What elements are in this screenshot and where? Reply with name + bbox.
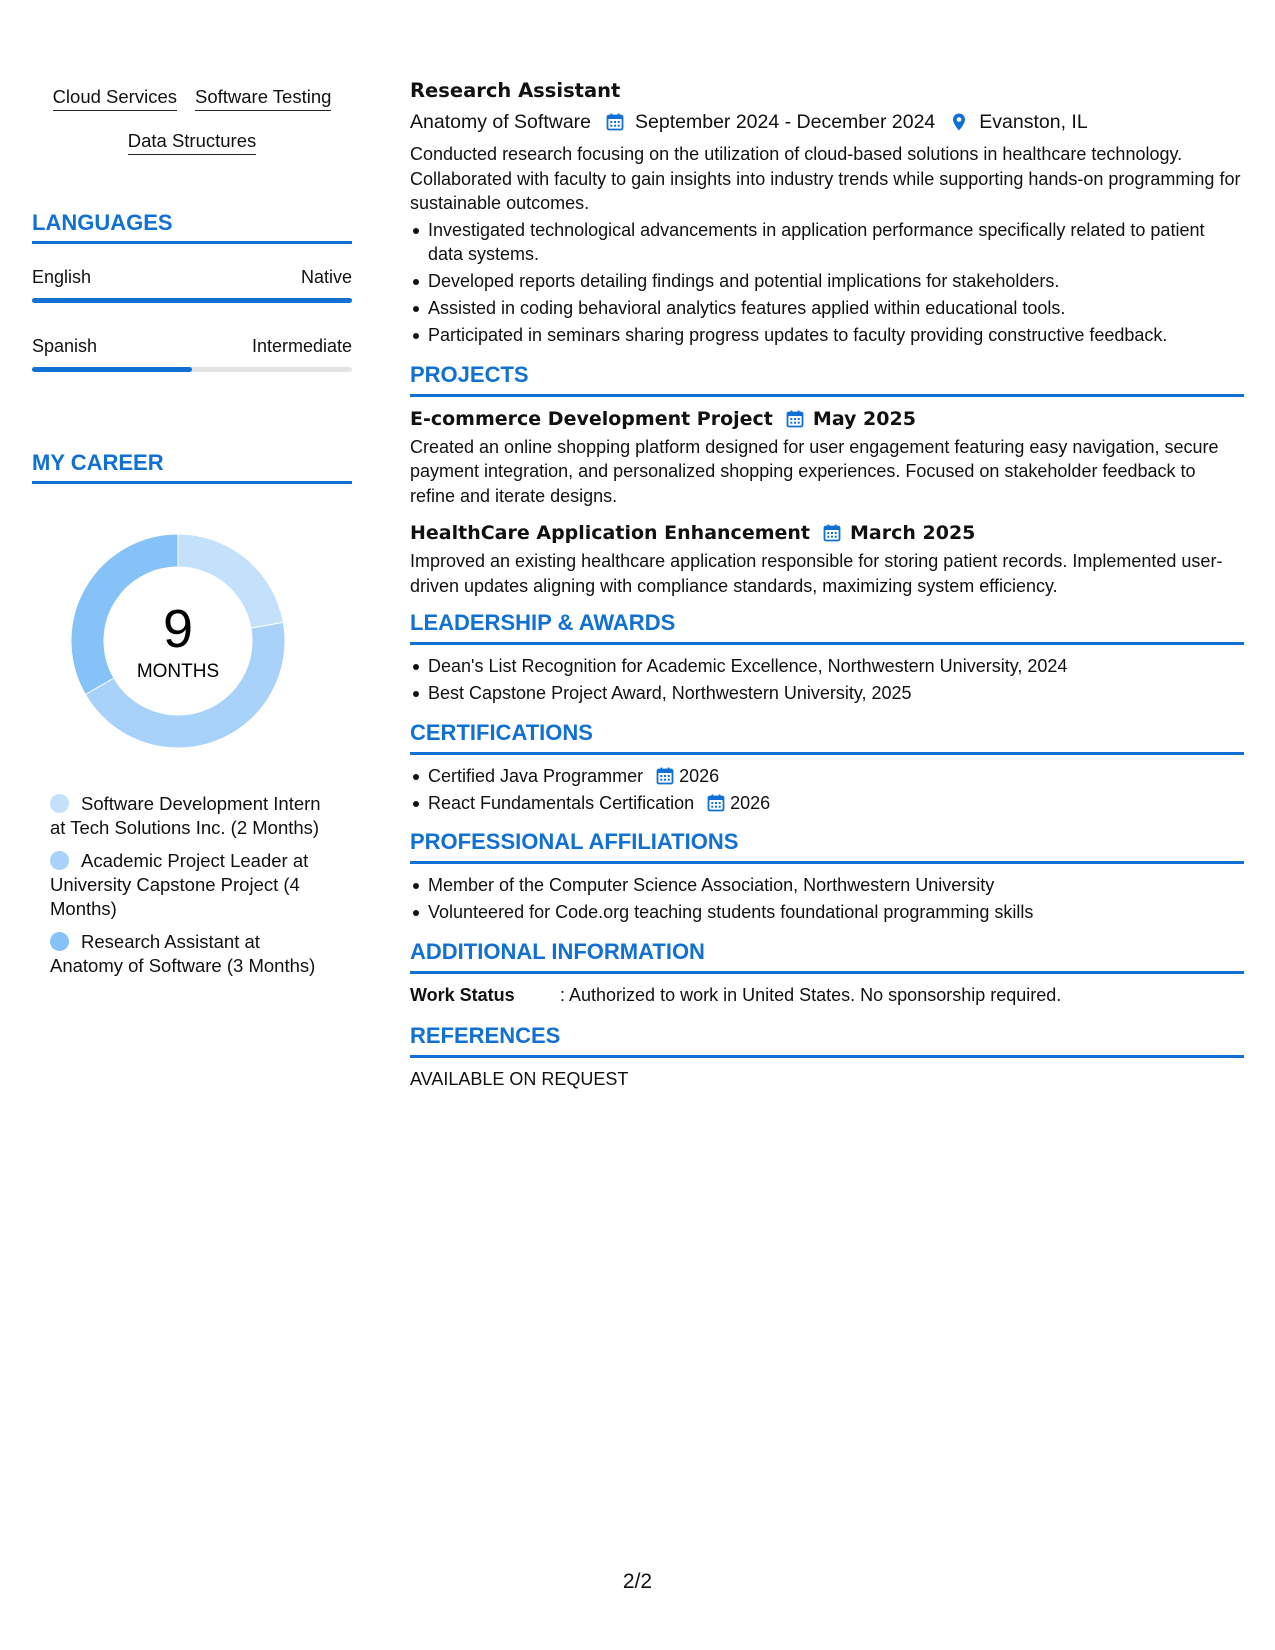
legend-label: Research Assistant at Anatomy of Software (3 Months) — [50, 931, 316, 976]
projects-section — [410, 362, 1244, 599]
legend-label: Software Development Intern at Tech Solutions Inc. (2 Months) — [50, 793, 321, 838]
section-divider — [410, 861, 1244, 864]
career-total-value: 9 — [162, 599, 194, 659]
page-indicator: 2/2 — [622, 1570, 653, 1593]
section-title: ADDITIONAL INFORMATION — [410, 938, 705, 964]
project-entry — [410, 520, 1244, 598]
certifications-section — [410, 720, 1244, 816]
list-item: Best Capstone Project Award, Northwestern University, 2025 — [410, 681, 1244, 706]
language-level: Native — [300, 267, 352, 287]
legend-dot — [50, 932, 69, 951]
language-name: Spanish — [32, 336, 98, 356]
calendar-icon — [605, 112, 625, 132]
list-item: Investigated technological advancements in application performance specifically related to patient data systems. — [410, 218, 1244, 267]
skill-tag: Software Testing — [195, 86, 331, 111]
section-title: REFERENCES — [410, 1022, 561, 1048]
section-divider — [410, 752, 1244, 755]
list-item: Developed reports detailing findings and potential implications for stakeholders. — [410, 269, 1244, 294]
right-column — [410, 78, 1244, 1091]
leadership-section — [410, 610, 1244, 706]
section-divider — [410, 1055, 1244, 1058]
section-title: LANGUAGES — [32, 210, 173, 235]
list-item — [410, 791, 1244, 816]
list-item — [410, 764, 1244, 789]
section-title: PROJECTS — [410, 361, 529, 387]
company-name: Anatomy of Software — [410, 111, 592, 133]
proficiency-bar — [32, 367, 352, 372]
location-pin-icon — [949, 112, 969, 132]
section-title: LEADERSHIP & AWARDS — [410, 610, 676, 635]
list-item: Participated in seminars sharing progress updates to faculty providing constructive feedback. — [410, 323, 1244, 348]
section-title: PROFESSIONAL AFFILIATIONS — [410, 829, 739, 854]
language-item — [32, 266, 352, 303]
experience-entry — [410, 78, 1244, 348]
references-text: AVAILABLE ON REQUEST — [410, 1068, 629, 1089]
career-legend-item — [50, 792, 330, 840]
additional-key: Work Status — [410, 984, 515, 1005]
proficiency-fill — [32, 298, 352, 303]
calendar-icon — [822, 523, 842, 543]
proficiency-bar — [32, 298, 352, 303]
project-date: May 2025 — [812, 407, 916, 430]
legend-dot — [50, 794, 69, 813]
languages-section — [32, 210, 352, 244]
section-divider — [410, 394, 1244, 397]
affiliations-section — [410, 829, 1244, 925]
legend-label: Academic Project Leader at University Capstone Project (4 Months) — [50, 850, 309, 919]
list-item: Assisted in coding behavioral analytics features applied within educational tools. — [410, 296, 1244, 321]
language-item — [32, 335, 352, 372]
job-bullets — [410, 218, 1244, 348]
section-title: CERTIFICATIONS — [410, 719, 593, 745]
job-summary: Conducted research focusing on the utilization of cloud-based solutions in healthcare technology. Collaborated with faculty to gain insights into industry trends while supporting hands-on programming for sustainable outcomes. — [410, 144, 1241, 213]
cert-name: Certified Java Programmer — [428, 765, 644, 786]
cert-year: 2026 — [730, 792, 771, 813]
section-divider — [410, 971, 1244, 974]
cert-name: React Fundamentals Certification — [428, 792, 695, 813]
additional-section — [410, 939, 1244, 1007]
career-total-unit: MONTHS — [136, 661, 220, 682]
section-divider — [32, 241, 352, 244]
skill-tag: Data Structures — [128, 130, 257, 155]
list-item: Volunteered for Code.org teaching students foundational programming skills — [410, 900, 1244, 925]
list-item: Dean's List Recognition for Academic Excellence, Northwestern University, 2024 — [410, 654, 1244, 679]
project-name: E-commerce Development Project — [410, 407, 773, 430]
language-level: Intermediate — [251, 336, 352, 356]
calendar-icon — [655, 766, 675, 786]
section-title: MY CAREER — [32, 450, 164, 475]
career-legend-item — [50, 930, 330, 978]
list-item: Member of the Computer Science Association, Northwestern University — [410, 873, 1244, 898]
project-name: HealthCare Application Enhancement — [410, 522, 810, 544]
calendar-icon — [706, 793, 726, 813]
project-date: March 2025 — [850, 522, 976, 544]
project-entry — [410, 406, 1244, 509]
job-dates: September 2024 - December 2024 — [635, 111, 936, 133]
job-meta — [410, 109, 1244, 135]
proficiency-fill — [32, 367, 192, 372]
career-legend — [50, 792, 330, 987]
skill-tag: Cloud Services — [53, 86, 177, 111]
project-description: Improved an existing healthcare application responsible for storing patient records. Implemented user-driven updates aligning with compliance standards, maximizing system efficiency. — [410, 551, 1223, 596]
language-name: English — [32, 267, 92, 287]
project-description: Created an online shopping platform designed for user engagement featuring easy navigation, secure payment integration, and personalized shopping experiences. Focused on stakeholder feedback to refine and iterate designs. — [410, 436, 1219, 506]
additional-row — [410, 983, 1244, 1007]
job-location: Evanston, IL — [979, 111, 1088, 133]
references-section — [410, 1023, 1244, 1091]
additional-value: : Authorized to work in United States. No sponsorship required. — [560, 984, 1062, 1005]
calendar-icon — [785, 409, 805, 429]
career-section — [32, 450, 352, 484]
cert-year: 2026 — [679, 765, 720, 786]
skills-list — [32, 86, 352, 174]
section-divider — [410, 642, 1244, 645]
career-legend-item — [50, 849, 330, 921]
job-title: Research Assistant — [410, 79, 621, 102]
legend-dot — [50, 851, 69, 870]
career-donut-chart — [65, 528, 291, 754]
section-divider — [32, 481, 352, 484]
